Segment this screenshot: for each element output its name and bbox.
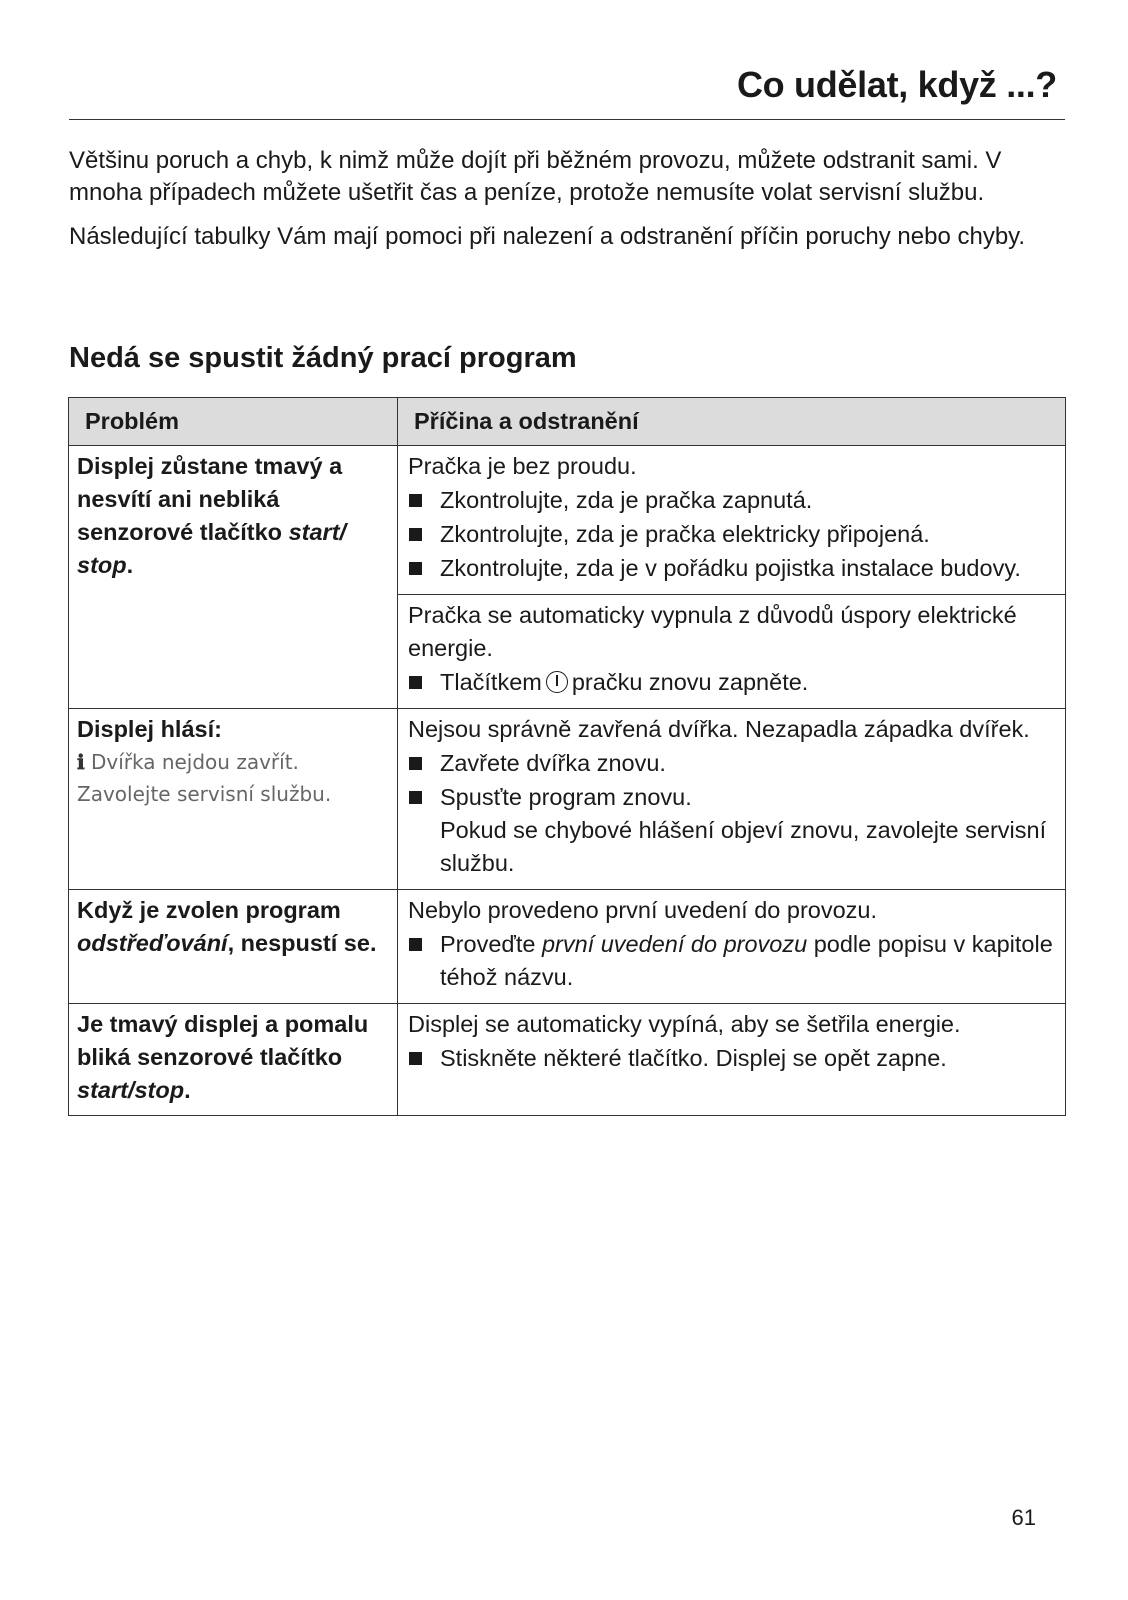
remedy-item [408, 666, 1057, 699]
intro-text [69, 145, 1064, 265]
header-cause: Příčina a odstranění [398, 398, 1066, 446]
section-title: Nedá se spustit žádný prací program [69, 342, 577, 374]
remedy-text: Stiskněte některé tlačítko. Displej se opět zapne. [440, 1045, 947, 1071]
square-bullet-icon [409, 938, 422, 951]
remedy-text-end: podle popisu v kapitole téhož názvu. [440, 931, 1053, 990]
problem-text: Displej zůstane tmavý a nesvítí ani nebliká senzorové tlačítko [77, 453, 343, 545]
problem-emphasis: start/ stop [77, 519, 347, 578]
remedy-text: Tlačítkem [440, 669, 542, 695]
remedy-item [408, 781, 1057, 880]
remedy-item [408, 1042, 1057, 1075]
cause-cell [398, 1004, 1066, 1116]
problem-cell [69, 709, 398, 890]
remedy-item [408, 552, 1057, 585]
page-number: 61 [1011, 1505, 1036, 1530]
cause-text: Nebylo provedeno první uvedení do provozu. [408, 897, 878, 923]
remedy-text: Spusťte program znovu. [440, 784, 692, 810]
square-bullet-icon [409, 1052, 422, 1065]
info-icon: ℹ [77, 750, 85, 774]
square-bullet-icon [409, 562, 422, 575]
remedy-text: Proveďte [440, 931, 542, 957]
problem-text: Je tmavý displej a pomalu bliká senzorové tlačítko [77, 1011, 369, 1070]
remedy-text: Zkontrolujte, zda je pračka zapnutá. [440, 487, 813, 513]
troubleshooting-table [68, 397, 1066, 1116]
remedy-text: Zkontrolujte, zda je pračka elektricky připojená. [440, 521, 930, 547]
problem-text-end: , nespustí se. [227, 930, 377, 956]
problem-cell [69, 1004, 398, 1116]
header-problem: Problém [69, 398, 398, 446]
intro-paragraph-1: Většinu poruch a chyb, k nimž může dojít při běžném provozu, můžete odstranit sami. V mnoha případech můžete ušetřit čas a peníze, protože nemusíte volat servisní službu. [69, 147, 1002, 206]
remedy-note: Pokud se chybové hlášení objeví znovu, zavolejte servisní službu. [440, 817, 1047, 876]
cause-text: Pračka je bez proudu. [408, 453, 637, 479]
cause-cell [398, 709, 1066, 890]
cause-cell [398, 446, 1066, 595]
display-message-text: Dvířka nejdou zavřít. Zavolejte servisní službu. [77, 750, 332, 806]
power-icon [546, 671, 568, 693]
table-row [69, 709, 1066, 890]
problem-text: Když je zvolen program [77, 897, 341, 923]
cause-text: Nejsou správně zavřená dvířka. Nezapadla západka dvířek. [408, 716, 1030, 742]
remedy-item [408, 747, 1057, 780]
square-bullet-icon [409, 791, 422, 804]
remedy-text: Zavřete dvířka znovu. [440, 750, 666, 776]
problem-text-end: . [184, 1077, 191, 1103]
table-header-row [69, 398, 1066, 446]
square-bullet-icon [409, 676, 422, 689]
square-bullet-icon [409, 528, 422, 541]
square-bullet-icon [409, 757, 422, 770]
cause-cell [398, 890, 1066, 1004]
remedy-text: Zkontrolujte, zda je v pořádku pojistka instalace budovy. [440, 555, 1021, 581]
problem-cell [69, 446, 398, 709]
problem-emphasis: odstřeďování [77, 930, 228, 956]
square-bullet-icon [409, 494, 422, 507]
table-row [69, 890, 1066, 1004]
problem-cell [69, 890, 398, 1004]
remedy-item [408, 928, 1057, 994]
cause-text: Displej se automaticky vypíná, aby se šetřila energie. [408, 1011, 961, 1037]
problem-text-end: . [126, 552, 134, 578]
cause-text: Pračka se automaticky vypnula z důvodů úspory elektrické energie. [408, 602, 1017, 661]
remedy-item [408, 484, 1057, 517]
remedy-emphasis: první uvedení do provozu [541, 931, 808, 957]
remedy-text-end: pračku znovu zapněte. [571, 669, 809, 695]
remedy-item [408, 518, 1057, 551]
table-row [69, 446, 1066, 595]
intro-paragraph-2: Následující tabulky Vám mají pomoci při nalezení a odstranění příčin poruchy nebo chyby. [69, 223, 1026, 250]
problem-text: Displej hlásí: [77, 716, 222, 742]
table-row [69, 1004, 1066, 1116]
cause-cell [398, 595, 1066, 709]
problem-emphasis: start/stop [77, 1077, 185, 1103]
page-header [69, 64, 1065, 120]
page-title: Co udělat, když ...? [736, 64, 1057, 105]
display-message [77, 746, 389, 810]
